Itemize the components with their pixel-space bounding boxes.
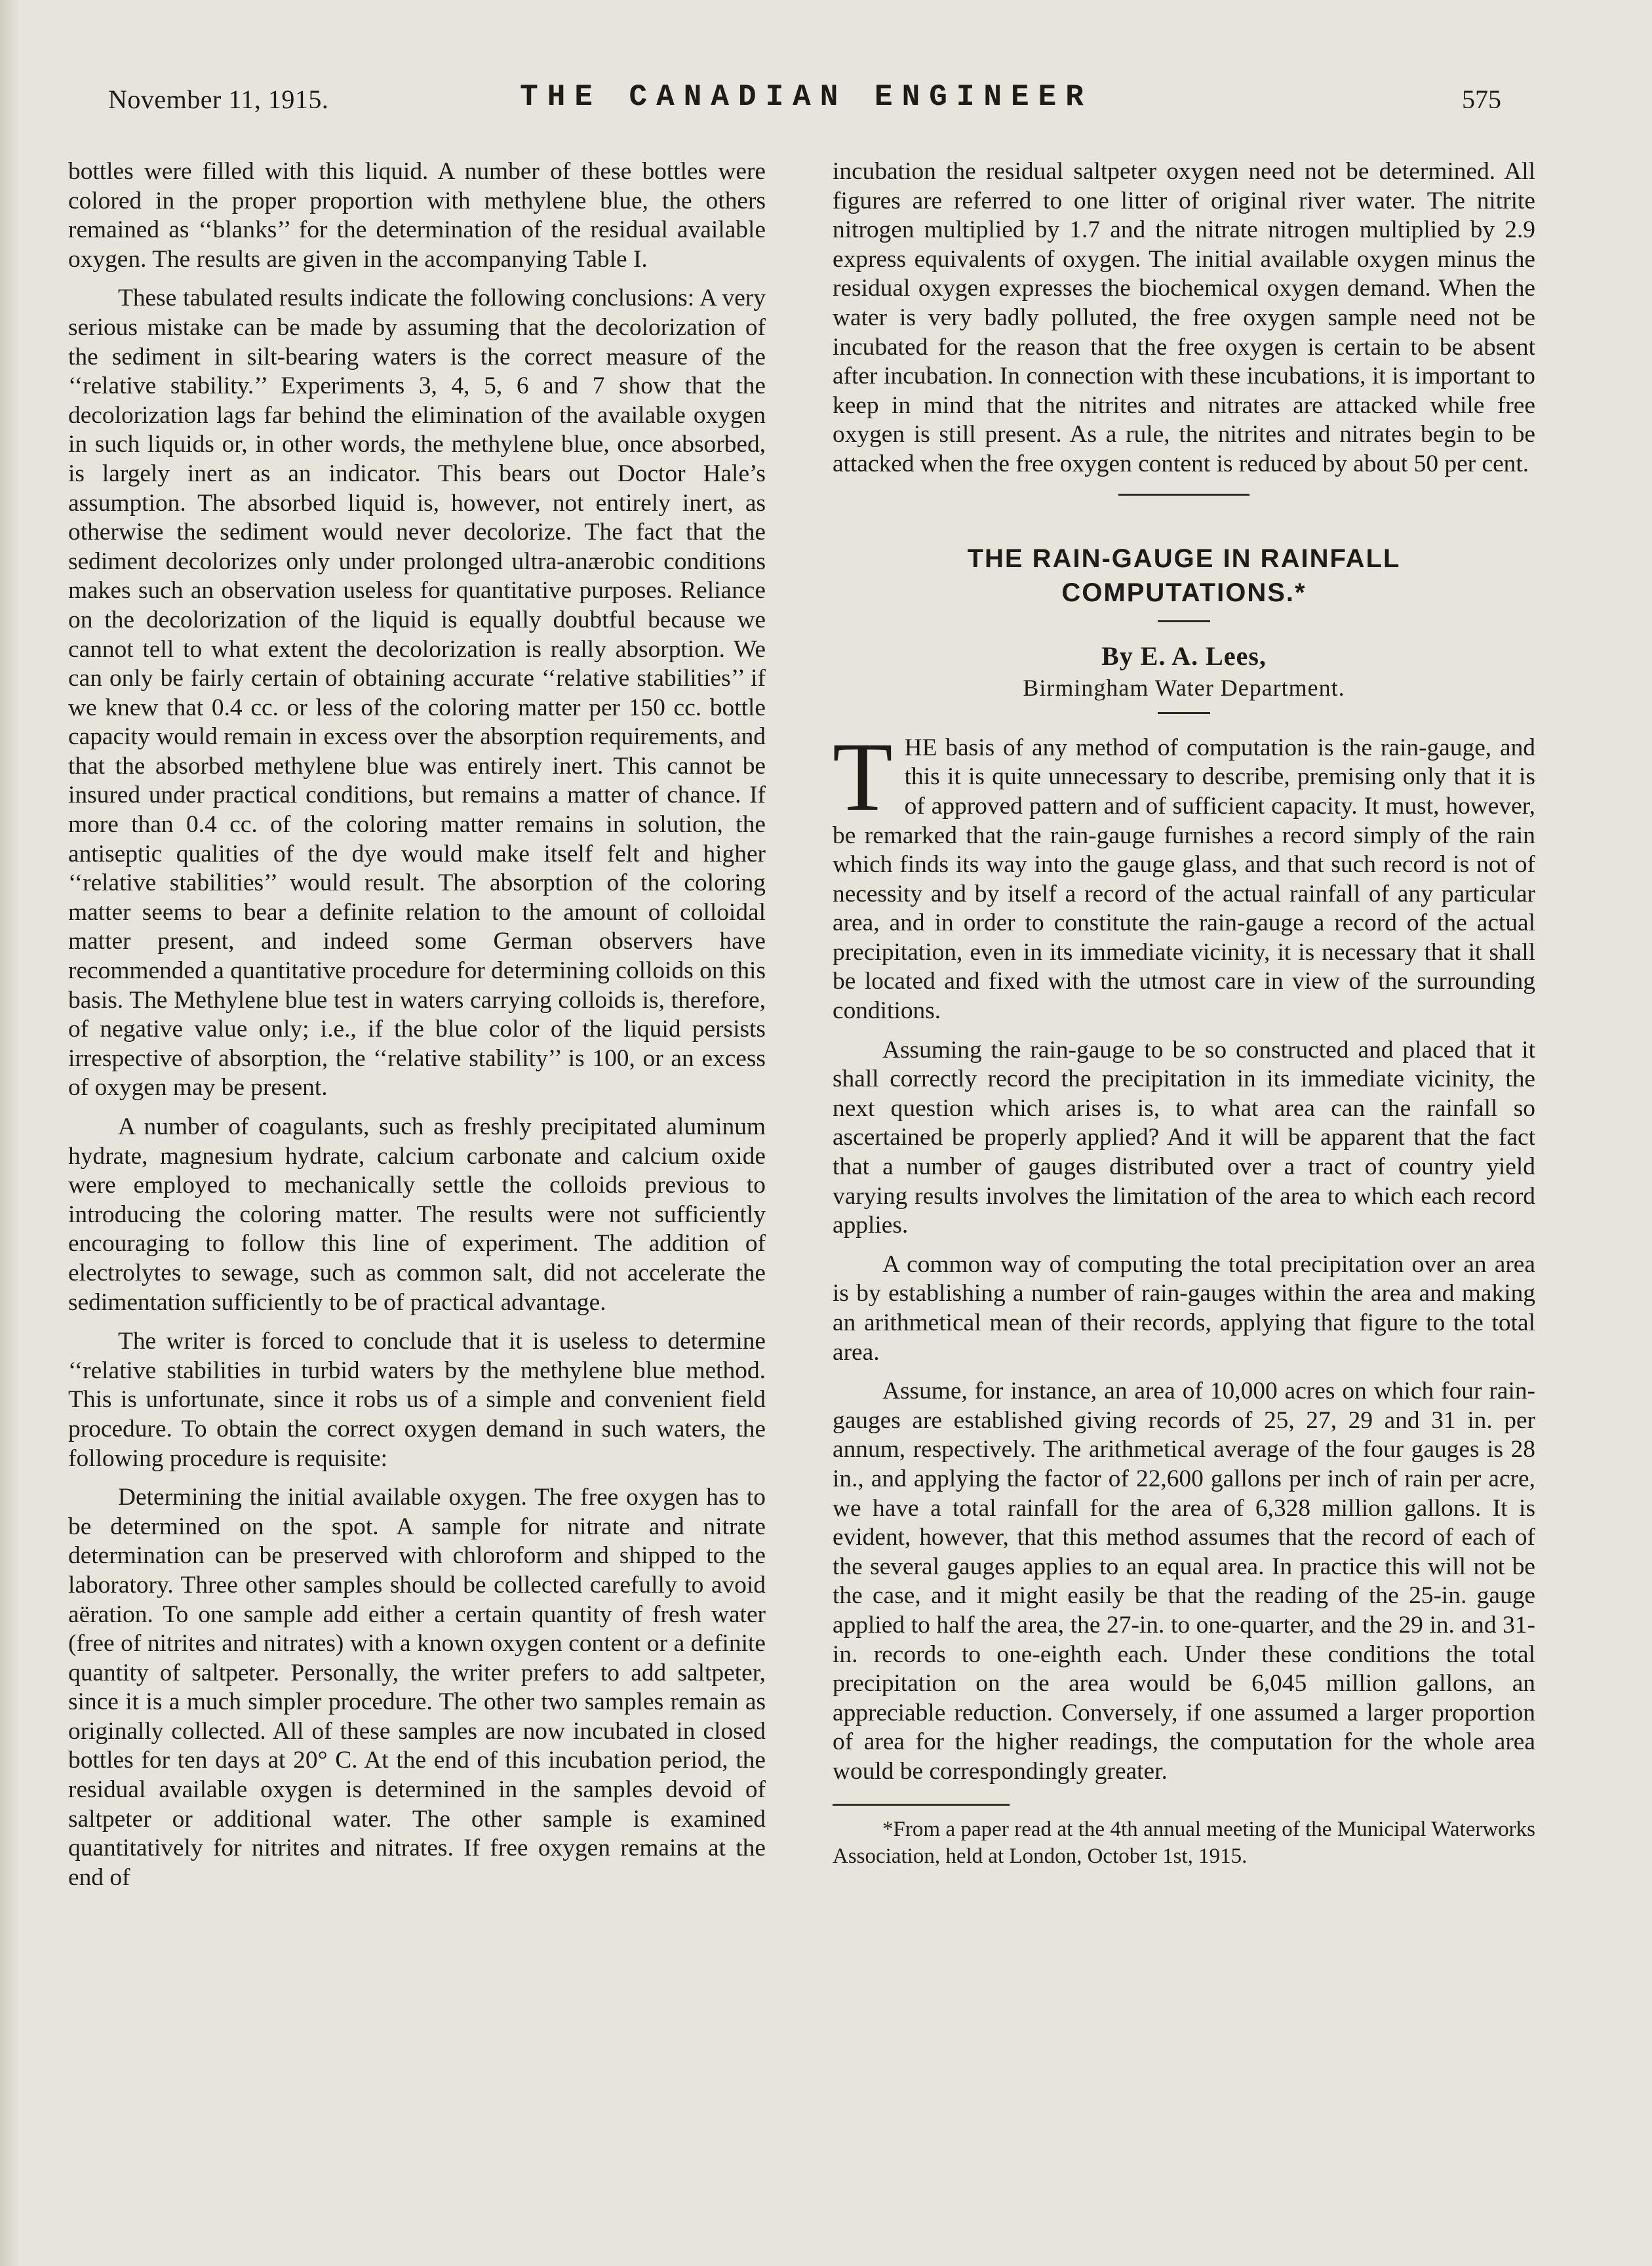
right-column — [833, 157, 1535, 1880]
body-paragraph: bottles were filled with this liquid. A number of these bottles were colored in the proper proportion with methylene blue, the others remained as ‘‘blanks’’ for the determination of the residual available oxygen. The results are given in the accompanying Table I. — [68, 158, 766, 273]
author-byline: By E. A. Lees, — [1101, 641, 1267, 671]
article-title — [833, 542, 1535, 610]
byline-rule — [1158, 712, 1210, 714]
drop-cap: T — [833, 722, 893, 831]
title-rule — [1158, 620, 1210, 622]
footnote: *From a paper read at the 4th annual meeting of the Municipal Waterworks Association, held at London, October 1st, 1915. — [833, 1817, 1535, 1868]
continued-paragraph: incubation the residual saltpeter oxygen need not be determined. All figures are referred to one litter of original river water. The nitrite nitrogen multiplied by 1.7 and the nitrate nitrogen multiplied by 2.9 express equivalents of oxygen. The initial available oxygen minus the residual oxygen expresses the biochemical oxygen demand. When the water is very badly polluted, the free oxygen sample need not be incubated for the reason that the free oxygen is certain to be absent after incubation. In connection with these incubations, it is important to keep in mind that the nitrites and nitrates are attacked while free oxygen is still present. As a rule, the nitrites and nitrates begin to be attacked when the free oxygen content is reduced by about 50 per cent. — [833, 158, 1535, 477]
article-paragraph: Assuming the rain-gauge to be so constructed and placed that it shall correctly record the precipitation in its immediate vicinity, the next question which arises is, to what area can the rainfall so ascertained be properly applied? And it will be apparent that the fact that a number of gauges distributed over a tract of country yield varying results involves the limitation of the area to which each record applies. — [833, 1036, 1535, 1239]
issue-date: November 11, 1915. — [108, 85, 329, 114]
left-column — [68, 157, 766, 1902]
body-paragraph: A number of coagulants, such as freshly precipitated aluminum hydrate, magnesium hydrate, calcium carbonate and calcium oxide were employed to mechanically settle the colloids previous to introducing the coloring matter. The results were not sufficiently encouraging to follow this line of experiment. The addition of electrolytes to sewage, such as common salt, did not accelerate the sedimentation sufficiently to be of practical advantage. — [68, 1113, 766, 1316]
article-title-line: COMPUTATIONS.* — [1061, 578, 1307, 607]
body-paragraph: These tabulated results indicate the following conclusions: A very serious mistake can be made by assuming that the decolorization of the sediment in silt-bearing waters is the correct measure of the ‘‘relative stability.’’ Experiments 3, 4, 5, 6 and 7 show that the decolorization lags far behind the elimination of the available oxygen in such liquids or, in other words, the methylene blue, once absorbed, is largely inert as an indicator. This bears out Doctor Hale’s assumption. The absorbed liquid is, however, not entirely inert, as otherwise the sediment would never decolorize. The fact that the sediment decolorizes only under prolonged ultra-anærobic conditions makes such an observation useless for quantitative purposes. Reliance on the decolorization of the liquid is equally doubtful because we cannot tell to what extent the decolorization is really absorption. We can only be fairly certain of obtaining accurate ‘‘relative stabilities’’ if we knew that 0.4 cc. or less of the coloring matter per 150 cc. bottle capacity would remain in excess over the absorption requirements, and that the absorbed methylene blue was entirely inert. This cannot be insured under practical conditions, but remains a matter of chance. If more than 0.4 cc. of the coloring matter remains in solution, the antiseptic qualities of the dye would make itself felt and higher ‘‘relative stabilities’’ would result. The absorption of the coloring matter seems to bear a definite relation to the amount of colloidal matter present, and indeed some German observers have recommended a quantitative procedure for determining colloids on this basis. The Methylene blue test in waters carrying colloids is, therefore, of negative value only; i.e., if the blue color of the liquid persists irrespective of absorption, the ‘‘relative stability’’ is 100, or an excess of oxygen may be present. — [68, 285, 766, 1102]
running-head — [105, 77, 1508, 123]
section-divider — [1118, 494, 1249, 496]
article-first-paragraph — [833, 722, 1535, 1026]
journal-title: THE CANADIAN ENGINEER — [520, 80, 1093, 114]
body-paragraph: Determining the initial available oxygen. The free oxygen has to be determined on the spot. A sample for nitrate and nitrate determination can be preserved with chloroform and shipped to the laboratory. Three other samples should be collected carefully to avoid aëration. To one sample add either a certain quantity of fresh water (free of nitrites and nitrates) with a known oxygen content or a definite quantity of saltpeter. Personally, the writer prefers to add saltpeter, since it is a much simpler procedure. The other two samples remain as originally collected. All of these samples are now incubated in closed bottles for ten days at 20° C. At the end of this incubation period, the residual available oxygen is determined in the samples devoid of saltpeter or additional water. The other sample is examined quantitatively for nitrites and nitrates. If free oxygen remains at the end of — [68, 1484, 766, 1891]
page-number: 575 — [1462, 85, 1501, 114]
footnote-rule — [833, 1804, 1010, 1806]
article-paragraph: A common way of computing the total precipitation over an area is by establishing a number of rain-gauges within the area and making an arithmetical mean of their records, applying that figure to the total area. — [833, 1250, 1535, 1366]
article-paragraph: Assume, for instance, an area of 10,000 acres on which four rain-gauges are established giving records of 25, 27, 29 and 31 in. per annum, respectively. The arithmetical average of the four gauges is 28 in., and applying the factor of 22,600 gallons per inch of rain per acre, we have a total rainfall for the area of 6,328 million gallons. It is evident, however, that this method assumes that the record of each of the several gauges applies to an equal area. In practice this will not be the case, and it might easily be that the reading of the 25-in. gauge applied to half the area, the 27-in. to one-quarter, and the 29 in. and 31-in. records to one-eighth each. Under these conditions the total precipitation on the area would be 6,045 million gallons, an appreciable reduction. Conversely, if one assumed a larger proportion of area for the higher readings, the computation for the whole area would be correspondingly greater. — [833, 1378, 1535, 1785]
first-paragraph-text: HE basis of any method of computation is the rain-gauge, and this it is quite unnecessary to describe, premising only that it is of approved pattern and of sufficient capacity. It must, however, be remarked that the rain-gauge furnishes a record simply of the rain which finds its way into the gauge glass, and that such record is not of necessity and by itself a record of the actual rainfall of any particular area, and in order to constitute the rain-gauge a record of the actual precipitation, even in its immediate vicinity, it is necessary that it shall be located and fixed with the utmost care in view of the surrounding conditions. — [833, 734, 1535, 1025]
article-title-line: THE RAIN-GAUGE IN RAINFALL — [967, 544, 1401, 573]
page-edge-shadow — [0, 0, 20, 2266]
author-affiliation: Birmingham Water Department. — [1023, 675, 1345, 702]
body-paragraph: The writer is forced to conclude that it is useless to determine ‘‘relative stabilities in turbid waters by the methylene blue method. This is unfortunate, since it robs us of a simple and convenient field procedure. To obtain the correct oxygen demand in such waters, the following procedure is requisite: — [68, 1328, 766, 1472]
